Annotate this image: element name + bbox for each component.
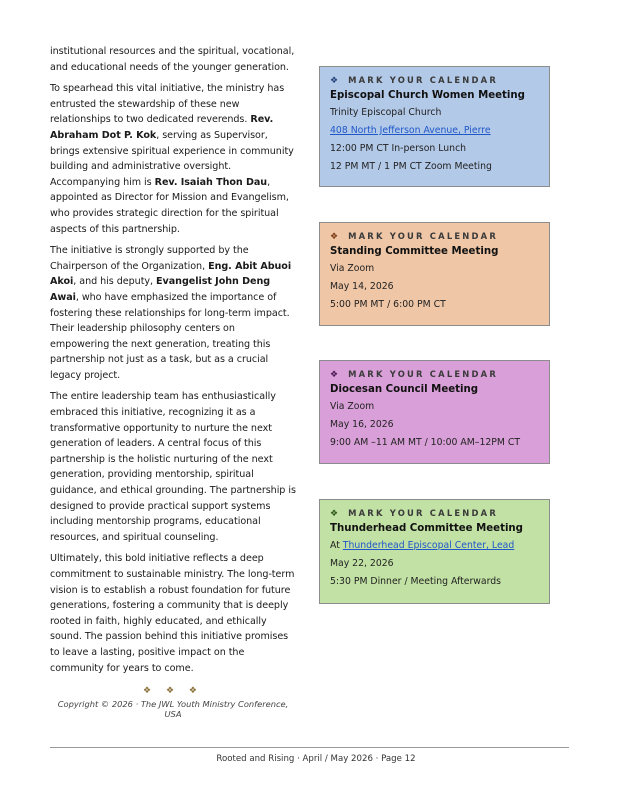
calendar-header [330,369,539,380]
issue-date: April / May 2026 [302,754,373,764]
diamond-icon: ❖ [330,76,339,86]
article-paragraph-2 [50,81,296,237]
text-run: The initiative is strongly supported by the Chairperson of the Organization, [50,245,249,272]
calendar-box-diocesan-council [319,360,550,464]
page-number: 12 [404,754,416,764]
event-date: May 14, 2026 [330,281,394,292]
ornament-divider: ❖ ❖ ❖ [143,686,203,697]
text-run: , who have emphasized the importance of fostering these relationships for long-term impact. Their leadership philosophy centers on empowering the next generation, treating this partnership not just as a task, but as a crucial legacy project. [50,291,290,381]
article-paragraph-4: The entire leadership team has enthusiastically embraced this initiative, recognizing it as a transformative opportunity to nurture the next generation of leaders. A central focus of this partnership is the holistic nurturing of the next generation, providing mentorship, spiritual guidance, and ethical grounding. The partnership is designed to provide practical support systems including mentorship programs, educational resources, and spiritual counseling. [50,391,296,543]
page-label: Page [381,754,402,764]
venue-prefix: At [330,540,343,551]
article-paragraph-3 [50,243,296,383]
event-title: Episcopal Church Women Meeting [330,90,525,101]
footer-separator: · [375,754,379,764]
event-venue: Via Zoom [330,263,375,274]
event-venue [330,540,539,552]
name-eng-abit: Eng. Abit Abuoi Akoi [50,260,292,288]
calendar-header-label: MARK YOUR CALENDAR [348,75,498,85]
venue-link[interactable]: Thunderhead Episcopal Center, Lead [342,540,515,551]
calendar-header-label: MARK YOUR CALENDAR [348,508,498,518]
text-run: To spearhead this vital initiative, the ministry has entrusted the stewardship of these new relationships to two dedicated reverends. [50,83,285,126]
diamond-icon: ❖ [330,509,339,519]
article-paragraph-5: Ultimately, this bold initiative reflects a deep commitment to sustainable ministry. The long-term vision is to establish a robust foundation for future generations, fostering a community that is deeply rooted in faith, highly educated, and ethically sound. The passion behind this initiative promises to leave a lasting, positive impact on the community for years to come. [50,553,295,674]
article-paragraph-1: institutional resources and the spiritual, vocational, and educational needs of the younger generation. [50,46,295,73]
name-evangelist-john: Evangelist John Deng Awai [50,276,271,303]
event-address [330,125,539,137]
event-time: 5:30 PM Dinner / Meeting Afterwards [330,576,501,587]
publication-name: Rooted and Rising [216,754,295,764]
calendar-box-ecw-meeting [319,66,550,187]
article-column [50,44,296,719]
calendar-box-standing-committee [319,222,550,326]
page-footer [0,754,618,764]
calendar-header-label: MARK YOUR CALENDAR [348,369,498,379]
text-run: , and his deputy, [73,276,157,288]
address-link[interactable]: 408 North Jefferson Avenue, Pierre [330,125,491,136]
name-rev-isaiah: Rev. Isaiah Thon Dau [154,176,268,188]
text-run: , appointed as Director for Mission and Evangelism, who provides strategic direction for the spiritual aspects of this partnership. [50,176,289,235]
footer-separator: · [297,754,300,764]
calendar-box-thunderhead-committee [319,499,550,604]
event-title: Thunderhead Committee Meeting [330,523,523,534]
diamond-icon: ❖ [330,232,339,242]
event-title: Standing Committee Meeting [330,246,499,257]
event-time-zoom: 12 PM MT / 1 PM CT Zoom Meeting [330,161,492,172]
calendar-header [330,75,539,86]
calendar-header [330,231,539,242]
event-time-lunch: 12:00 PM CT In-person Lunch [330,143,467,154]
calendar-header [330,508,539,519]
footer-divider [50,747,569,748]
event-date: May 16, 2026 [330,419,394,430]
event-date: May 22, 2026 [330,558,394,569]
name-rev-abraham: Rev. Abraham Dot P. Kok [50,114,274,141]
event-title: Diocesan Council Meeting [330,384,479,395]
diamond-icon: ❖ [330,370,339,380]
calendar-header-label: MARK YOUR CALENDAR [348,231,498,241]
event-venue: Trinity Episcopal Church [330,107,442,118]
event-time: 5:00 PM MT / 6:00 PM CT [330,299,446,310]
copyright-notice: Copyright © 2026 · The JWL Youth Ministry Conference, USA [57,699,289,720]
event-venue: Via Zoom [330,401,375,412]
text-run: , serving as Supervisor, brings extensive spiritual experience in community building and administrative oversight. Accompanying him is [50,129,294,188]
event-time: 9:00 AM –11 AM MT / 10:00 AM–12PM CT [330,437,521,448]
